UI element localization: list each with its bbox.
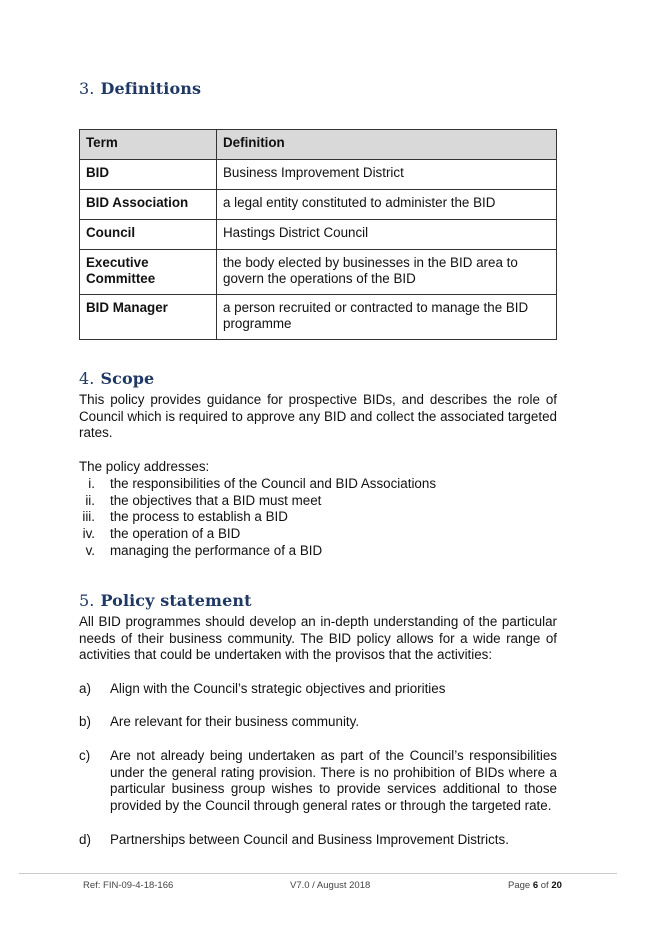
definitions-table (79, 129, 557, 340)
term-cell: BID Association (80, 190, 217, 220)
section-number: 3. (79, 79, 95, 98)
page-total: 20 (551, 880, 562, 891)
list-item (79, 476, 557, 493)
scope-heading (79, 369, 154, 388)
item-label: b) (79, 714, 91, 729)
list-text: the process to establish a BID (110, 509, 288, 525)
list-number: ii. (85, 492, 95, 508)
scope-intro-paragraph: This policy provides guidance for prospective BIDs, and describes the role of Council which is required to approve any BID and collect the associated targeted rates. (79, 392, 557, 441)
definitions-heading (79, 79, 201, 98)
table-row (80, 220, 557, 250)
item-text: Are not already being undertaken as part of the Council’s responsibilities under the general rating provision. There is no prohibition of BIDs where a particular business group wishes to provide services additional to those provided by the Council through general rates or through the targeted rate. (110, 748, 557, 814)
footer-page-number (508, 880, 562, 891)
term-cell: Executive Committee (80, 250, 217, 295)
list-text: the operation of a BID (110, 526, 241, 542)
definition-cell: a person recruited or contracted to manage the BID programme (217, 295, 557, 340)
list-number: iv. (82, 526, 95, 542)
item-text: Are relevant for their business community. (110, 714, 360, 729)
section-title: Policy statement (100, 591, 252, 610)
scope-list (79, 476, 557, 559)
policy-intro-paragraph: All BID programmes should develop an in-depth understanding of the particular needs of their business community. The BID policy allows for a wide range of activities that could be undertaken with the provisos that the activities: (79, 614, 557, 663)
definition-cell: Hastings District Council (217, 220, 557, 250)
table-row (80, 160, 557, 190)
term-cell: BID Manager (80, 295, 217, 340)
policy-statement-heading (79, 591, 252, 610)
scope-addresses-label: The policy addresses: (79, 459, 210, 474)
section-number: 5. (79, 591, 95, 610)
item-label: a) (79, 681, 91, 696)
list-item (79, 526, 557, 543)
definition-cell: Business Improvement District (217, 160, 557, 190)
section-number: 4. (79, 369, 95, 388)
footer-reference: Ref: FIN-09-4-18-166 (83, 880, 174, 891)
definition-cell: a legal entity constituted to administer the BID (217, 190, 557, 220)
footer-version: V7.0 / August 2018 (290, 880, 371, 891)
term-cell: Council (80, 220, 217, 250)
section-title: Scope (100, 369, 155, 388)
page-of: of (538, 880, 552, 891)
list-number: iii. (82, 509, 95, 525)
list-text: the responsibilities of the Council and BID Associations (110, 476, 437, 491)
list-text: managing the performance of a BID (110, 542, 323, 558)
item-text: Partnerships between Council and Business Improvement Districts. (110, 832, 509, 847)
list-number: v. (85, 542, 95, 558)
list-text: the objectives that a BID must meet (110, 492, 322, 508)
table-header-row (80, 130, 557, 160)
column-header-term: Term (80, 130, 217, 160)
item-label: c) (79, 748, 91, 763)
page-current: 6 (532, 880, 539, 891)
list-number: i. (88, 476, 95, 491)
table-row (80, 295, 557, 340)
table-row (80, 190, 557, 220)
item-text: Align with the Council’s strategic objectives and priorities (110, 681, 446, 696)
page-prefix: Page (508, 880, 533, 891)
table-row (80, 250, 557, 295)
definition-cell: the body elected by businesses in the BID area to govern the operations of the BID (217, 250, 557, 295)
list-item (79, 509, 557, 526)
list-item (79, 493, 557, 510)
column-header-definition: Definition (217, 130, 557, 160)
item-label: d) (79, 832, 91, 847)
footer-divider (19, 873, 617, 874)
term-cell: BID (80, 160, 217, 190)
section-title: Definitions (100, 79, 202, 98)
list-item (79, 543, 557, 560)
